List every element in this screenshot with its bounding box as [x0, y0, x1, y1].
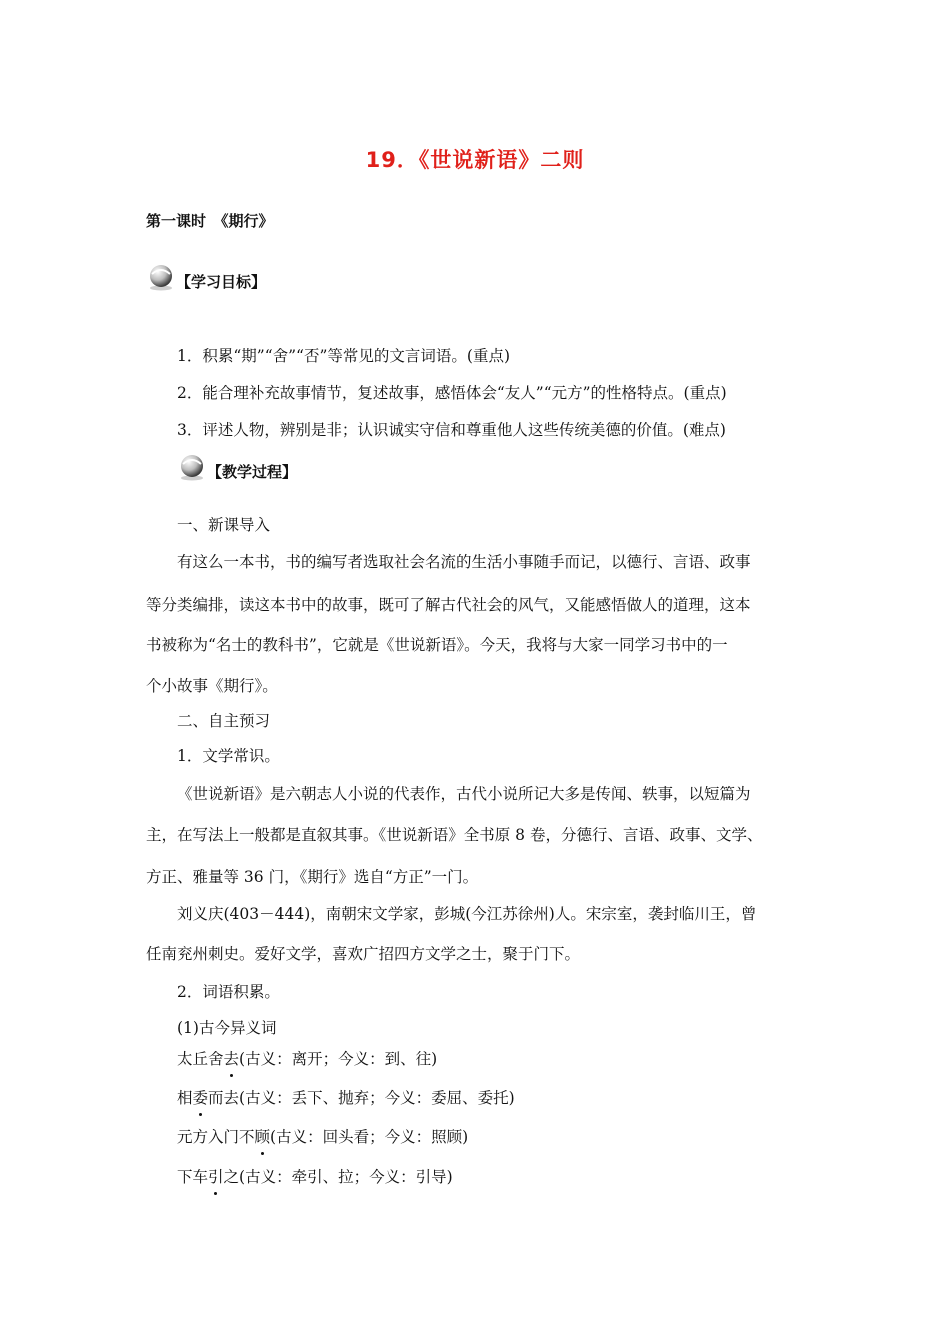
paragraph-line: 书被称为“名士的教科书”，它就是《世说新语》。今天，我将与大家一同学习书中的一 — [146, 636, 728, 654]
paragraph-line: 主，在写法上一般都是直叙其事。《世说新语》全书原 8 卷，分德行、言语、政事、文学、 — [146, 826, 763, 844]
emphasized-char: 去 — [223, 1050, 240, 1068]
lesson-heading: 第一课时 《期行》 — [146, 212, 274, 230]
process-heading: 【教学过程】 — [207, 463, 298, 481]
word-gloss: (古义：回头看；今义：照顾) — [270, 1128, 469, 1146]
goal-item: 1．积累“期”“舍”“否”等常见的文言词语。(重点) — [177, 347, 511, 365]
word-prefix: 太丘舍 — [177, 1050, 224, 1068]
word-entry — [177, 1087, 515, 1109]
ball-icon — [177, 452, 207, 482]
word-prefix: 元方入门不 — [177, 1128, 255, 1146]
ball-icon — [146, 262, 176, 292]
word-entry — [177, 1048, 437, 1070]
emphasized-char: 顾 — [254, 1128, 271, 1146]
word-gloss: 之(古义：牵引、拉；今义：引导) — [223, 1168, 453, 1186]
paragraph-line: 《世说新语》是六朝志人小说的代表作，古代小说所记大多是传闻、轶事，以短篇为 — [177, 785, 751, 803]
word-prefix: 相 — [177, 1089, 193, 1107]
subheading: (1)古今异义词 — [177, 1019, 277, 1037]
goal-item: 2．能合理补充故事情节，复述故事，感悟体会“友人”“元方”的性格特点。(重点) — [177, 384, 727, 402]
paragraph-line: 刘义庆(403－444)，南朝宋文学家，彭城(今江苏徐州)人。宋宗室，袭封临川王，曾 — [177, 905, 757, 923]
process-section-heading — [177, 452, 297, 482]
paragraph-line: 任南兖州刺史。爱好文学，喜欢广招四方文学之士，聚于门下。 — [146, 945, 581, 963]
subheading: 2．词语积累。 — [177, 983, 280, 1001]
word-gloss: (古义：离开；今义：到、往) — [239, 1050, 438, 1068]
section-heading: 二、自主预习 — [177, 712, 271, 730]
paragraph-line: 等分类编排，读这本书中的故事，既可了解古代社会的风气，又能感悟做人的道理，这本 — [146, 596, 751, 614]
paragraph-line: 方正、雅量等 36 门，《期行》选自“方正”一门。 — [146, 868, 479, 886]
paragraph-line: 有这么一本书，书的编写者选取社会名流的生活小事随手而记，以德行、言语、政事 — [177, 553, 751, 571]
word-gloss: 而去(古义：丢下、抛弃；今义：委屈、委托) — [208, 1089, 515, 1107]
word-entry — [177, 1166, 453, 1188]
section-heading: 一、新课导入 — [177, 516, 271, 534]
emphasized-char: 委 — [192, 1089, 209, 1107]
paragraph-line: 个小故事《期行》。 — [146, 677, 278, 695]
goal-item: 3．评述人物，辨别是非；认识诚实守信和尊重他人这些传统美德的价值。(难点) — [177, 421, 726, 439]
subheading: 1．文学常识。 — [177, 747, 280, 765]
page-title: 19．《世说新语》二则 — [365, 148, 585, 172]
word-entry — [177, 1126, 468, 1148]
goals-section-heading — [146, 262, 266, 292]
word-prefix: 下车 — [177, 1168, 209, 1186]
goals-heading: 【学习目标】 — [176, 273, 267, 291]
emphasized-char: 引 — [208, 1168, 224, 1186]
